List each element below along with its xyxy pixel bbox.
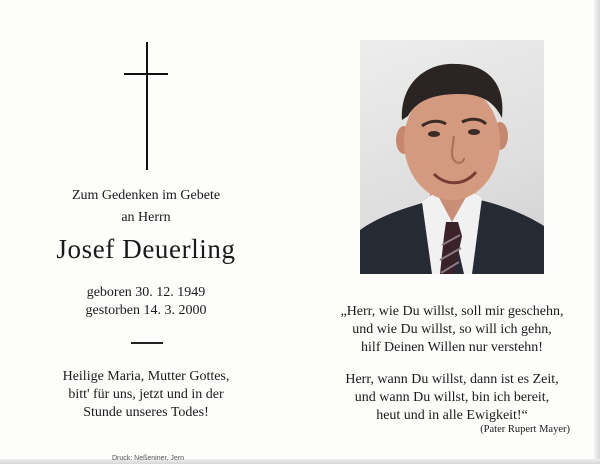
prayer-line-2: bitt' für uns, jetzt und in der — [68, 387, 224, 402]
cross-vertical-bar — [146, 42, 148, 170]
cross-horizontal-bar — [124, 73, 168, 75]
verse-source: (Pater Rupert Mayer) — [480, 424, 570, 435]
birth-date: geboren 30. 12. 1949 — [86, 285, 206, 300]
paper-edge-bottom — [0, 459, 600, 464]
divider-line — [131, 342, 163, 344]
printer-credit: Druck: Neßeniner, Jern — [112, 455, 184, 462]
verse2-line-3: heut und in alle Ewigkeit!“ — [376, 408, 528, 423]
intro-line-2: an Herrn — [121, 210, 171, 225]
paper-edge-right — [594, 0, 600, 464]
verse1-line-2: und wie Du willst, so will ich gehn, — [352, 322, 552, 337]
verse1-line-3: hilf Deinen Willen nur verstehn! — [361, 340, 543, 355]
death-date: gestorben 14. 3. 2000 — [85, 303, 207, 318]
verse1-line-1: „Herr, wie Du willst, soll mir geschehn, — [340, 304, 564, 319]
prayer-line-3: Stunde unseres Todes! — [83, 405, 209, 420]
portrait-illustration — [360, 40, 544, 274]
prayer-line-1: Heilige Maria, Mutter Gottes, — [62, 369, 230, 384]
verse2-line-1: Herr, wann Du willst, dann ist es Zeit, — [345, 372, 559, 387]
portrait-photo — [360, 40, 544, 274]
verse2-line-2: und wann Du willst, bin ich bereit, — [354, 390, 550, 405]
intro-line-1: Zum Gedenken im Gebete — [71, 188, 221, 203]
deceased-name: Josef Deuerling — [56, 234, 236, 264]
